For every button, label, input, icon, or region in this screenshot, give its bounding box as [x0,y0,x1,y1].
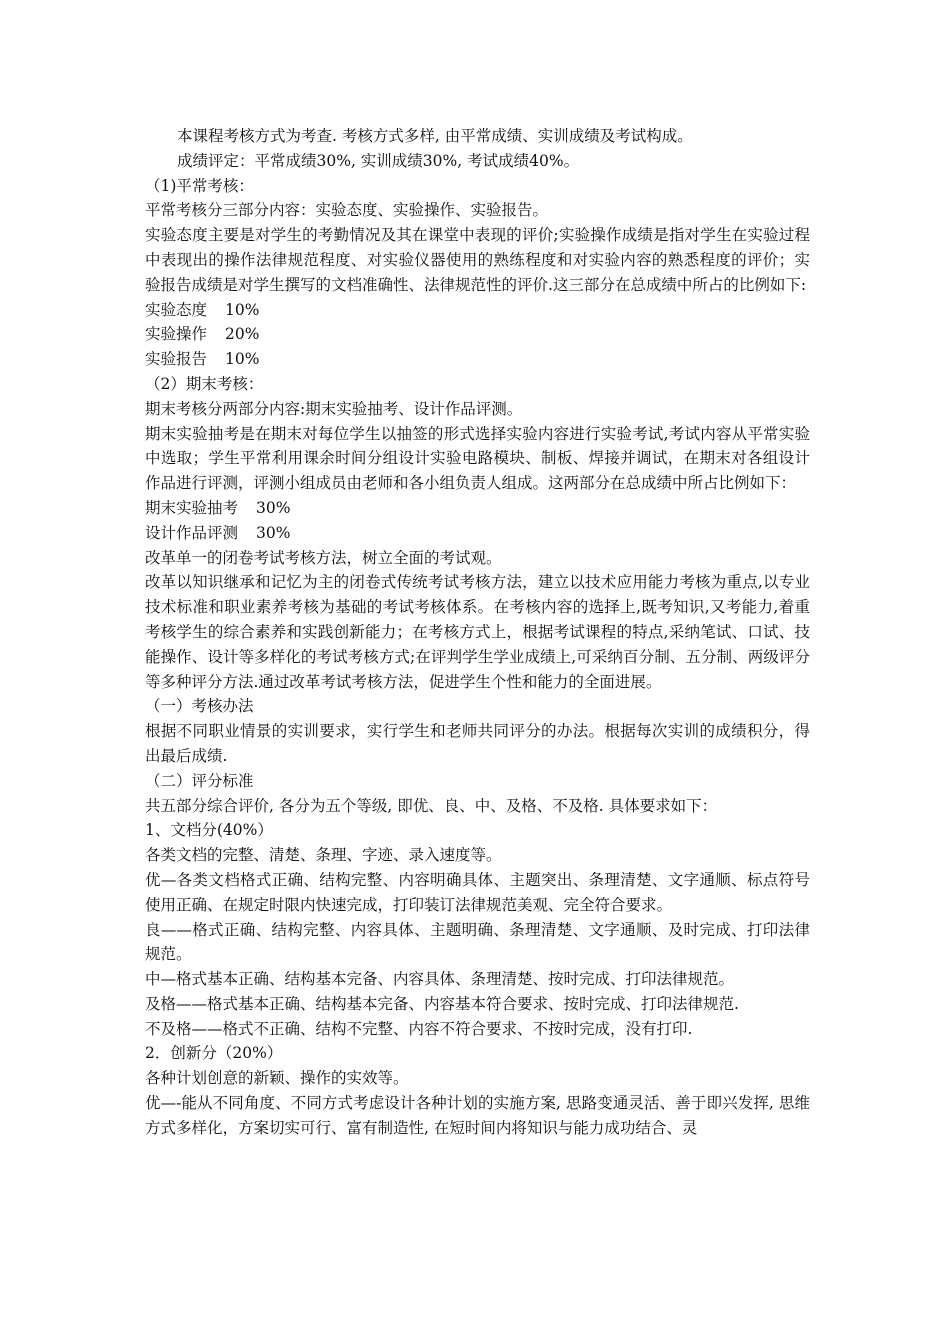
paragraph: 本课程考核方式为考查. 考核方式多样, 由平常成绩、实训成绩及考试构成。 [177,127,693,145]
ratio-label: 实验报告 [145,350,208,369]
paragraph: 根据不同职业情景的实训要求，实行学生和老师共同评分的办法。根据每次实训的成绩积分，得出最后成绩. [145,722,810,765]
paragraph: 各种计划创意的新颖、操作的实效等。 [145,1069,409,1088]
ratio-value: 10% [225,300,260,319]
paragraph: 共五部分综合评价, 各分为五个等级, 即优、良、中、及格、不及格. 具体要求如下： [145,796,718,815]
paragraph: 实验态度主要是对学生的考勤情况及其在课堂中表现的评价;实验操作成绩是指对学生在实验过程中表现出的操作法律规范程度、对实验仪器使用的熟练程度和对实验内容的熟悉程度的评价；实验报告成绩是对学生撰写的文档准确性、法律规范性的评价.这三部分在总成绩中所占的比例如下: [145,226,810,294]
section-heading: （1)平常考核： [145,176,254,195]
ratio-value: 10% [225,350,260,369]
ratio-value: 30% [256,523,291,542]
paragraph: 优—各类文档格式正确、结构完整、内容明确具体、主题突出、条理清楚、文字通顺、标点符号使用正确、在规定时限内快速完成，打印装订法律规范美观、完全符合要求。 [145,870,810,914]
section-heading: （二）评分标准 [145,771,254,790]
ratio-row [145,521,810,546]
section-heading: 1、文档分(40%） [145,821,273,840]
paragraph: 期末考核分两部分内容:期末实验抽考、设计作品评测。 [145,399,523,418]
section-heading: （2）期末考核： [145,374,264,393]
ratio-value: 20% [225,325,260,344]
ratio-label: 设计作品评测 [145,523,239,542]
ratio-row [145,298,810,323]
paragraph: 及格——格式基本正确、结构基本完备、内容基本符合要求、按时完成、打印法律规范. [145,994,739,1013]
section-heading: （一）考核办法 [145,697,254,716]
ratio-label: 期末实验抽考 [145,498,239,517]
paragraph: 良——格式正确、结构完整、内容具体、主题明确、条理清楚、文字通顺、及时完成、打印法律规范。 [145,920,810,964]
paragraph: 改革单一的闭卷考试考核方法，树立全面的考试观。 [145,548,502,567]
ratio-row [145,347,810,372]
paragraph: 优—-能从不同角度、不同方式考虑设计各种计划的实施方案, 思路变通灵活、善于即兴发挥, 思维方式多样化，方案切实可行、富有制造性, 在短时间内将知识与能力成功结合、灵 [145,1094,810,1137]
paragraph: 期末实验抽考是在期末对每位学生以抽签的形式选择实验内容进行实验考试,考试内容从平常实验中选取；学生平常利用课余时间分组设计实验电路模块、制板、焊接并调试，在期末对各组设计作品进行评测，评测小组成员由老师和各小组负责人组成。这两部分在总成绩中所占比例如下： [145,424,810,493]
ratio-label: 实验态度 [145,300,208,319]
paragraph: 各类文档的完整、清楚、条理、字迹、录入速度等。 [145,846,502,865]
paragraph: 平常考核分三部分内容：实验态度、实验操作、实验报告。 [145,201,549,220]
paragraph: 中—格式基本正确、结构基本完备、内容具体、条理清楚、按时完成、打印法律规范。 [145,970,735,989]
paragraph: 成绩评定：平常成绩30%, 实训成绩30%, 考试成绩40%。 [177,151,580,170]
ratio-row [145,496,810,521]
paragraph: 不及格——格式不正确、结构不完整、内容不符合要求、不按时完成，没有打印. [145,1019,693,1038]
paragraph: 改革以知识继承和记忆为主的闭卷式传统考试考核方法，建立以技术应用能力考核为重点,以专业技术标准和职业素养考核为基础的考试考核体系。在考核内容的选择上,既考知识,又考能力,着重考核学生的综合素养和实践创新能力；在考核方式上，根据考试课程的特点,采纳笔试、口试、技能操作、设计等多样化的考试考核方式;在评判学生学业成绩上,可采纳百分制、五分制、两级评分等多种评分方法.通过改革考试考核方法，促进学生个性和能力的全面进展。 [145,573,810,691]
ratio-row [145,322,810,347]
document-body [145,124,810,1141]
ratio-value: 30% [256,498,291,517]
section-heading: 2．创新分（20%） [145,1044,283,1063]
ratio-label: 实验操作 [145,325,208,344]
